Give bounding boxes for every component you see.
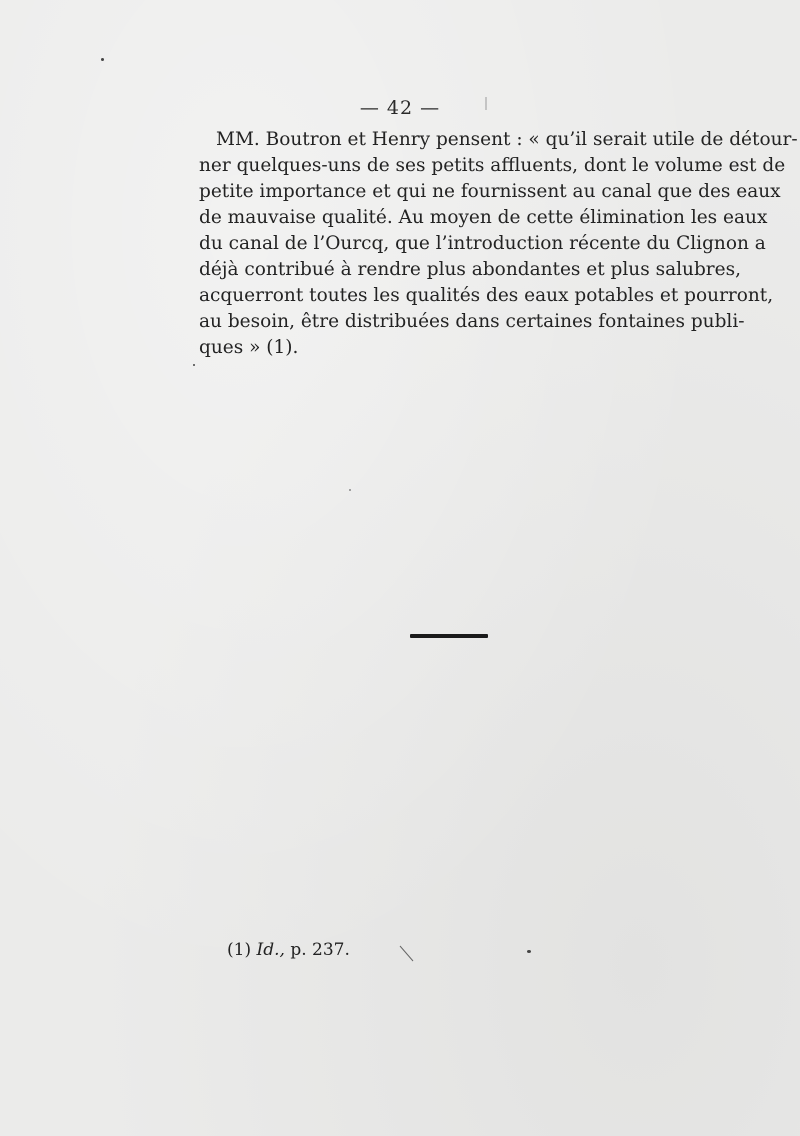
paragraph-line: déjà contribué à rendre plus abondantes et plus salubres,: [199, 259, 741, 280]
paragraph-line: du canal de l’Ourcq, que l’introduction récente du Clignon a: [199, 233, 766, 254]
paragraph-line: petite importance et qui ne fournissent au canal que des eaux: [199, 181, 781, 202]
scan-speck: [349, 489, 351, 491]
page-number: — 42 —: [359, 97, 441, 119]
scan-speck: [101, 58, 104, 61]
paragraph-line: acquerront toutes les qualités des eaux potables et pourront,: [199, 285, 774, 306]
paragraph-line: ner quelques-uns de ses petits affluents, dont le volume est de: [199, 155, 786, 176]
scan-scratch: [398, 944, 416, 964]
paragraph: [199, 127, 798, 361]
footnote: [227, 940, 350, 960]
scan-speck: [193, 364, 195, 366]
paragraph-line: ques » (1).: [199, 337, 299, 358]
scan-scratch: [483, 96, 489, 112]
paragraph-line: au besoin, être distribuées dans certaines fontaines publi-: [199, 311, 745, 332]
footnote-reference: Id.,: [256, 940, 285, 960]
section-divider-rule: [410, 634, 488, 638]
footnote-marker: (1): [227, 940, 252, 960]
scan-speck: [527, 950, 531, 953]
paragraph-line: MM. Boutron et Henry pensent : « qu’il serait utile de détour-: [216, 129, 798, 150]
paragraph-line: de mauvaise qualité. Au moyen de cette élimination les eaux: [199, 207, 768, 228]
footnote-page: p. 237.: [290, 940, 350, 960]
